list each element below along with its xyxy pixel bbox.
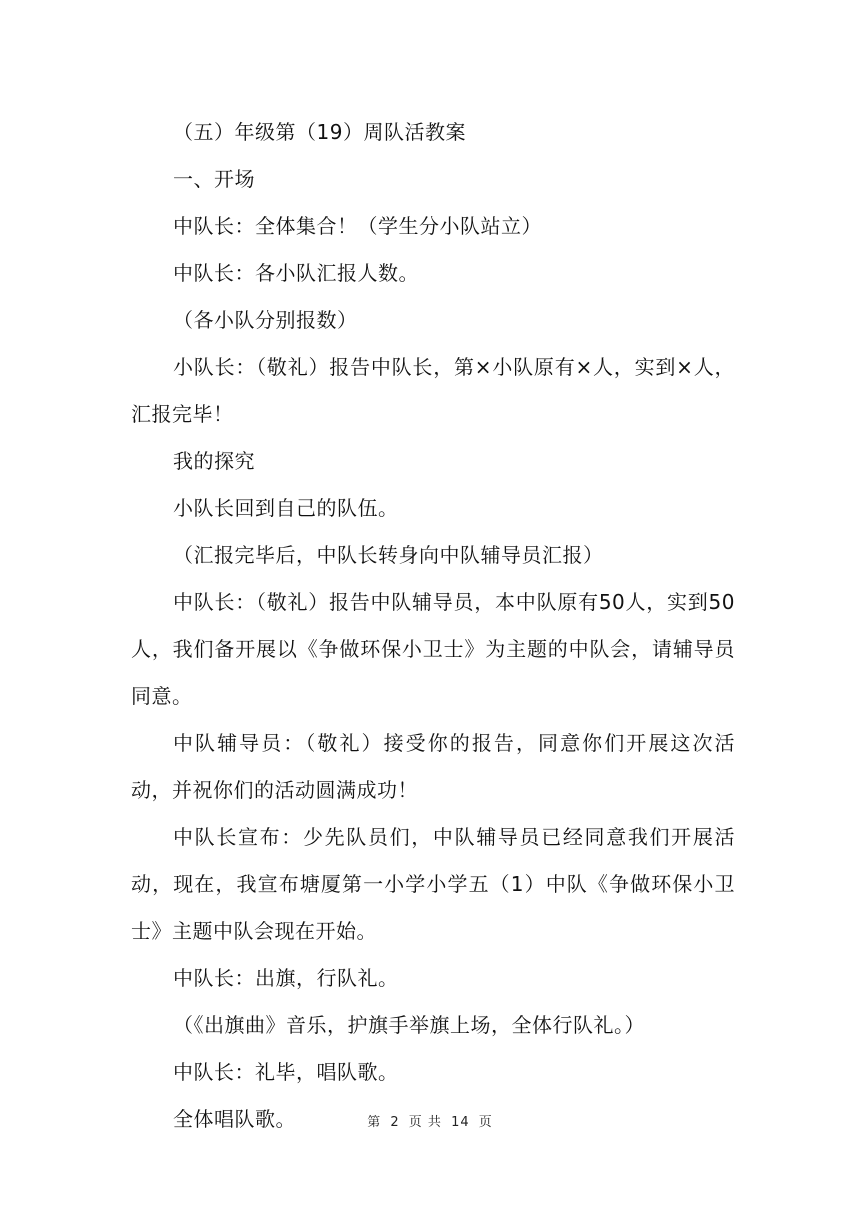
paragraph: 中队长：出旗，行队礼。 (173, 966, 399, 990)
page-number: 2 (390, 1115, 400, 1130)
lesson-title: （五）年级第（19）周队活教案 (173, 120, 466, 144)
footer-middle: 页 共 (408, 1115, 442, 1130)
section-heading: 一、开场 (173, 167, 255, 191)
paragraph: （汇报完毕后，中队长转身向中队辅导员汇报） (173, 543, 604, 567)
page-total: 14 (451, 1115, 470, 1130)
paragraph: 我的探究 (173, 449, 255, 473)
paragraph: 中队辅导员：（敬礼）接受你的报告，同意你们开展这次活动，并祝你们的活动圆满成功！ (131, 731, 735, 802)
paragraph: 中队长宣布：少先队员们，中队辅导员已经同意我们开展活动，现在，我宣布塘厦第一小学小学五（1）中队《争做环保小卫士》主题中队会现在开始。 (131, 825, 735, 943)
paragraph: （各小队分别报数） (173, 308, 358, 332)
footer-prefix: 第 (367, 1115, 382, 1130)
footer-suffix: 页 (478, 1115, 493, 1130)
document-body (131, 109, 735, 1143)
paragraph: 中队长：全体集合！（学生分小队站立） (173, 214, 542, 238)
paragraph: 中队长：各小队汇报人数。 (173, 261, 419, 285)
paragraph: （《出旗曲》音乐，护旗手举旗上场，全体行队礼。） (173, 1013, 645, 1037)
paragraph: 中队长：（敬礼）报告中队辅导员，本中队原有50人，实到50人，我们备开展以《争做环保小卫士》为主题的中队会，请辅导员同意。 (131, 590, 735, 708)
paragraph: 小队长回到自己的队伍。 (173, 496, 399, 520)
paragraph: 中队长：礼毕，唱队歌。 (173, 1060, 399, 1084)
paragraph: 小队长：（敬礼）报告中队长，第×小队原有×人，实到×人，汇报完毕！ (131, 355, 735, 426)
page-footer (0, 1111, 860, 1130)
paragraph: 全体唱队歌。 (173, 1107, 296, 1131)
